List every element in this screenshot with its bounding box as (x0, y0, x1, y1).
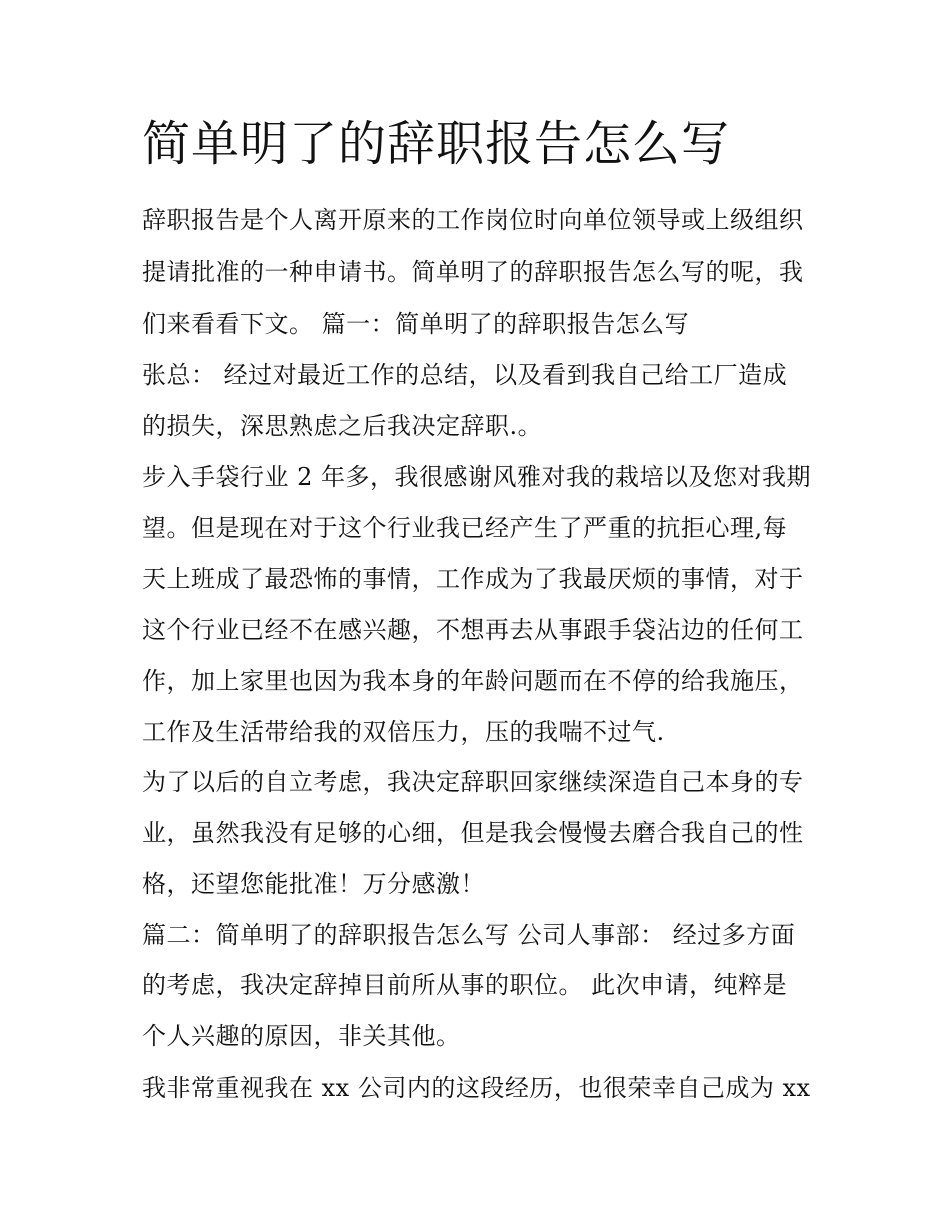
body-line: 天上班成了最恐怖的事情，工作成为了我最厌烦的事情，对于 (142, 565, 804, 593)
body-line: 我非常重视我在 xx 公司内的这段经历，也很荣幸自己成为 xx (142, 1074, 811, 1102)
body-line: 这个行业已经不在感兴趣，不想再去从事跟手袋沾边的任何工 (142, 616, 804, 644)
body-line: 的考虑，我决定辞掉目前所从事的职位。 此次申请，纯粹是 (142, 971, 788, 999)
body-line: 作，加上家里也因为我本身的年龄问题而在不停的给我施压， (142, 667, 804, 695)
body-line: 望。但是现在对于这个行业我已经产生了严重的抗拒心理,每 (142, 514, 788, 542)
body-line: 步入手袋行业 2 年多，我很感谢风雅对我的栽培以及您对我期 (142, 463, 812, 491)
body-line: 个人兴趣的原因，非关其他。 (142, 1022, 461, 1050)
body-line: 业，虽然我没有足够的心细，但是我会慢慢去磨合我自己的性 (142, 819, 804, 847)
body-line: 张总： 经过对最近工作的总结，以及看到我自己给工厂造成 (142, 361, 788, 389)
body-line: 格，还望您能批准！万分感激！ (142, 870, 485, 898)
body-line: 提请批准的一种申请书。简单明了的辞职报告怎么写的呢，我 (142, 258, 804, 286)
body-line: 工作及生活带给我的双倍压力，压的我喘不过气. (142, 718, 665, 746)
body-line: 篇二：简单明了的辞职报告怎么写 公司人事部： 经过多方面 (142, 921, 796, 949)
document-title: 简单明了的辞职报告怎么写 (142, 116, 731, 172)
body-line: 们来看看下文。 篇一：简单明了的辞职报告怎么写 (142, 310, 690, 338)
body-line: 的损失，深思熟虑之后我决定辞职.。 (142, 412, 543, 440)
body-line: 辞职报告是个人离开原来的工作岗位时向单位领导或上级组织 (142, 206, 804, 234)
body-line: 为了以后的自立考虑，我决定辞职回家继续深造自己本身的专 (142, 768, 804, 796)
